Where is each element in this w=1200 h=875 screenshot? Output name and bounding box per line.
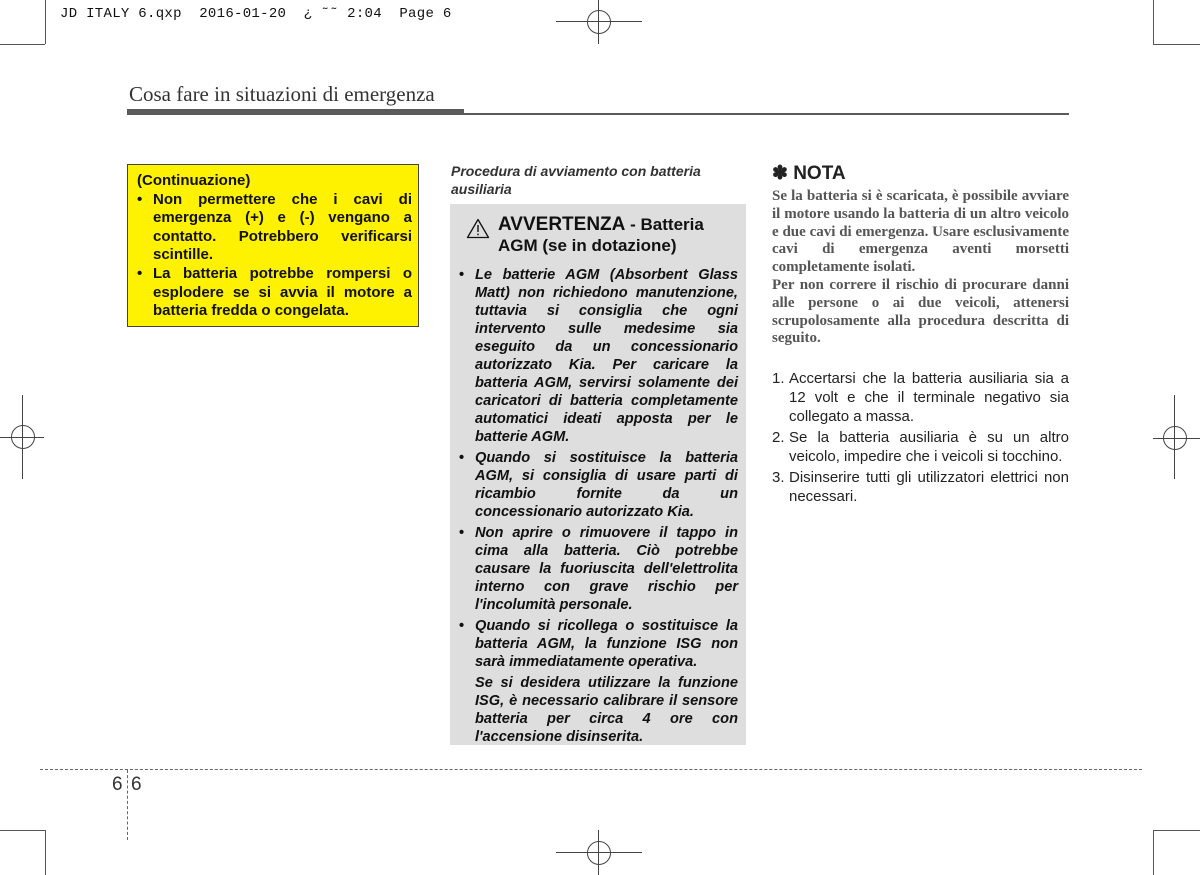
list-item: • Non aprire o rimuovere il tappo in cima alla batteria. Ciò potrebbe causare la fuoriuscita dell'elettrolita interno con grave rischio per l'incolumità personale. <box>458 524 738 614</box>
step-text: Se la batteria ausiliaria è su un altro veicolo, impedire che i veicoli si tocchino. <box>789 429 1069 465</box>
step-item <box>772 369 1069 426</box>
list-item: • Non permettere che i cavi di emergenza (+) e (-) vengano a contatto. Potrebbero verificarsi scintille. <box>137 191 412 265</box>
step-number: 1. <box>772 370 785 387</box>
nota-body <box>772 188 1069 348</box>
crop-mark <box>0 830 45 831</box>
nota-paragraph: Se la batteria si è scaricata, è possibile avviare il motore usando la batteria di un altro veicolo e due cavi di emergenza. Usare esclusivamente cavi di emergenza aventi morsetti completamente isolati. <box>772 188 1069 276</box>
warning-extra-paragraph: Se si desidera utilizzare la funzione ISG, è necessario calibrare il sensore batteria per circa 4 ore con l'accensione disinserita. <box>475 675 738 745</box>
warning-triangle-icon <box>466 218 490 239</box>
procedure-title: Procedura di avviamento con batteria ausiliaria <box>451 163 701 197</box>
step-text: Accertarsi che la batteria ausiliaria sia a 12 volt e che il terminale negativo sia collegato a massa. <box>789 370 1069 425</box>
step-number: 2. <box>772 429 785 446</box>
nota-heading-label: NOTA <box>793 163 846 184</box>
list-item: • Le batterie AGM (Absorbent Glass Matt) non richiedono manutenzione, tuttavia si consiglia che ogni intervento sulle medesime sia eseguito da un concessionario autorizzato Kia. Per caricare la batteria AGM, servirsi solamente dei caricatori di batteria completamente automatici ideati apposta per le batterie AGM. <box>458 266 738 446</box>
warning-title: AVVERTENZA <box>498 214 626 235</box>
list-item: • La batteria potrebbe rompersi o esplodere se si avvia il motore a batteria fredda o congelata. <box>137 265 412 321</box>
warning-subtitle: - Batteria <box>630 215 704 234</box>
chapter-number: 6 <box>112 774 123 795</box>
crop-mark <box>45 0 46 44</box>
procedure-steps <box>772 369 1069 508</box>
header-rule-thick <box>127 109 464 115</box>
print-header: JD ITALY 6.qxp 2016-01-20 ¿ ˜˜ 2:04 Page 6 <box>60 6 452 22</box>
warning-title-line2: AGM (se in dotazione) <box>498 236 677 255</box>
crop-mark <box>0 44 45 45</box>
crop-mark <box>1153 830 1154 875</box>
crop-mark <box>1153 830 1200 831</box>
footer-divider <box>127 770 128 840</box>
caution-list <box>137 191 412 321</box>
warning-heading <box>458 214 738 256</box>
step-number: 3. <box>772 469 785 486</box>
step-item <box>772 468 1069 506</box>
step-item <box>772 428 1069 466</box>
list-item: • Quando si sostituisce la batteria AGM, si consiglia di usare parti di ricambio fornite da un concessionario autorizzato Kia. <box>458 449 738 521</box>
step-text: Disinserire tutti gli utilizzatori elettrici non necessari. <box>789 469 1069 505</box>
nota-symbol-icon: ✽ <box>772 163 788 184</box>
page-number: 6 <box>131 774 142 795</box>
nota-heading <box>772 162 846 185</box>
footer-rule <box>40 769 1142 770</box>
caution-box <box>127 164 419 327</box>
list-item: • Quando si ricollega o sostituisce la batteria AGM, la funzione ISG non sarà immediatamente operativa. <box>458 617 738 671</box>
crop-mark <box>1153 44 1200 45</box>
warning-list <box>458 266 738 671</box>
chapter-title: Cosa fare in situazioni di emergenza <box>129 82 435 106</box>
nota-paragraph: Per non correre il rischio di procurare danni alle persone o ai due veicoli, attenersi scrupolosamente alla procedura descritta di seguito. <box>772 276 1069 347</box>
warning-box <box>450 204 746 745</box>
crop-mark <box>45 830 46 875</box>
header-rule-thin <box>464 113 1069 115</box>
crop-mark <box>1153 0 1154 44</box>
caution-heading: (Continuazione) <box>137 172 251 189</box>
